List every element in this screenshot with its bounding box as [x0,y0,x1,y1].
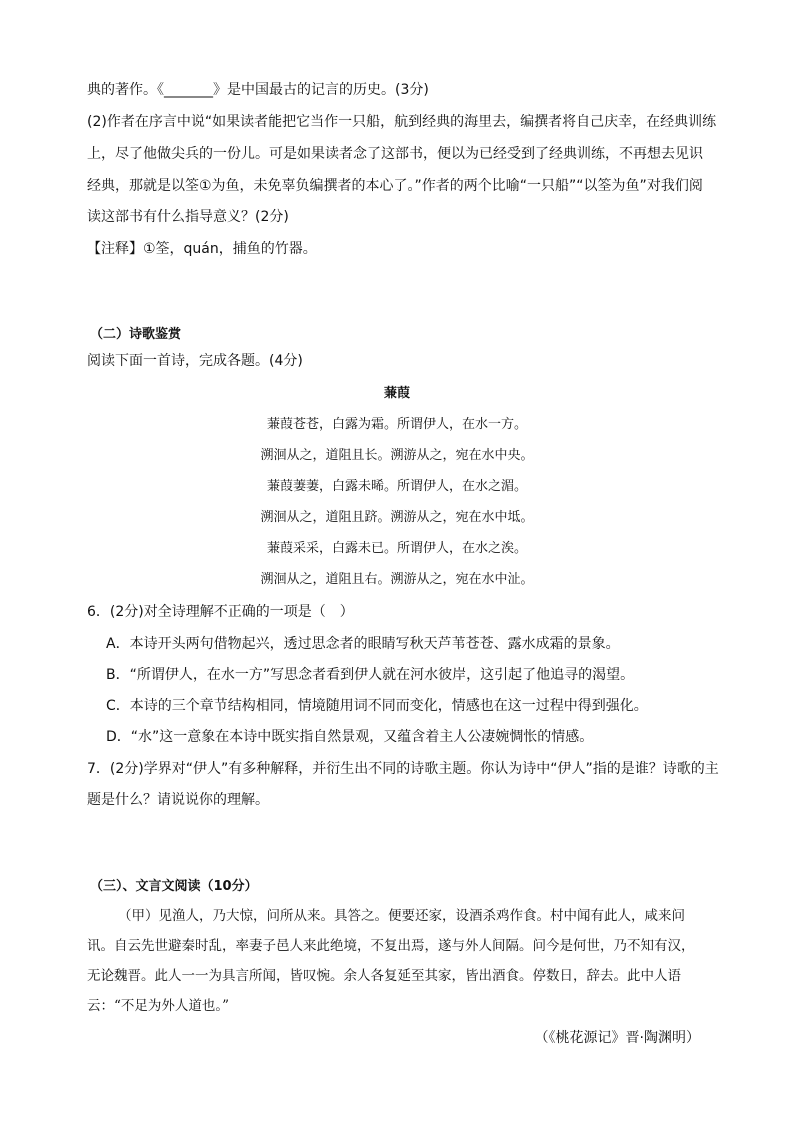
passage-line: 讯。自云先世避秦时乱，率妻子邑人来此绝境，不复出焉，遂与外人间隔。问今是何世，乃不知有汉， [87,938,695,954]
poem-line: 溯洄从之，道阻且跻。溯游从之，宛在水中坻。 [260,510,534,525]
question-7-line-2: 题是什么？请说说你的理解。 [87,792,269,808]
option-c: C．本诗的三个章节结构相同，情境随用词不同而变化，情感也在这一过程中得到强化。 [106,698,648,714]
question-6: 6．(2分)对全诗理解不正确的一项是（ ） [87,604,354,620]
poem-line: 溯洄从之，道阻且长。溯游从之，宛在水中央。 [260,448,534,463]
poem-line: 蒹葭采采，白露未已。所谓伊人，在水之涘。 [266,541,527,556]
annotation-note: 【注释】①筌，quán，捕鱼的竹器。 [87,241,317,257]
poem-line: 溯洄从之，道阻且右。溯游从之，宛在水中沚。 [260,572,534,587]
question-2-line-4: 读这部书有什么指导意义？(2分) [87,209,289,225]
poem-line: 蒹葭萋萋，白露未晞。所谓伊人，在水之湄。 [266,479,527,494]
section-heading: （二）诗歌鉴赏 [90,327,182,342]
text-line: 典的著作。《_______》是中国最古的记言的历史。(3分) [87,82,429,98]
passage-source: （《桃花源记》晋·陶渊明） [534,1030,700,1046]
question-2-line-3: 经典，那就是以筌①为鱼，未免辜负编撰者的本心了。”作者的两个比喻“一只船”“以筌为鱼”对我们阅 [87,178,703,194]
option-b: B．“所谓伊人，在水一方”写思念者看到伊人就在河水彼岸，这引起了他追寻的渴望。 [106,667,635,683]
section-heading: （三）、文言文阅读（10分） [90,879,258,894]
poem-line: 蒹葭苍苍，白露为霜。所谓伊人，在水一方。 [266,417,527,432]
question-2-line-1: (2)作者在序言中说“如果读者能把它当作一只船，航到经典的海里去，编撰者将自己庆幸，在经典训练 [87,114,717,130]
passage-line: 云：“不足为外人道也。” [87,998,230,1014]
question-2-line-2: 上，尽了他做尖兵的一份儿。可是如果读者念了这部书，便以为已经受到了经典训练，不再想去见识 [87,146,703,162]
option-a: A．本诗开头两句借物起兴，透过思念者的眼睛写秋天芦苇苍苍、露水成霜的景象。 [106,636,620,652]
option-d: D．“水”这一意象在本诗中既实指自然景观，又蕴含着主人公凄婉惆怅的情感。 [106,729,594,745]
passage-line: 无论魏晋。此人一一为具言所闻，皆叹惋。余人各复延至其家，皆出酒食。停数日，辞去。此中人语 [87,968,681,984]
question-7-line-1: 7．(2分)学界对“伊人”有多种解释，并衍生出不同的诗歌主题。你认为诗中“伊人”指的是谁？诗歌的主 [87,761,719,777]
passage-line: （甲）见渔人，乃大惊，问所从来。具答之。便要还家，设酒杀鸡作食。村中闻有此人，咸来问 [118,908,685,924]
poem-title: 蒹葭 [383,386,410,401]
section-instruction: 阅读下面一首诗，完成各题。(4分) [87,353,303,369]
